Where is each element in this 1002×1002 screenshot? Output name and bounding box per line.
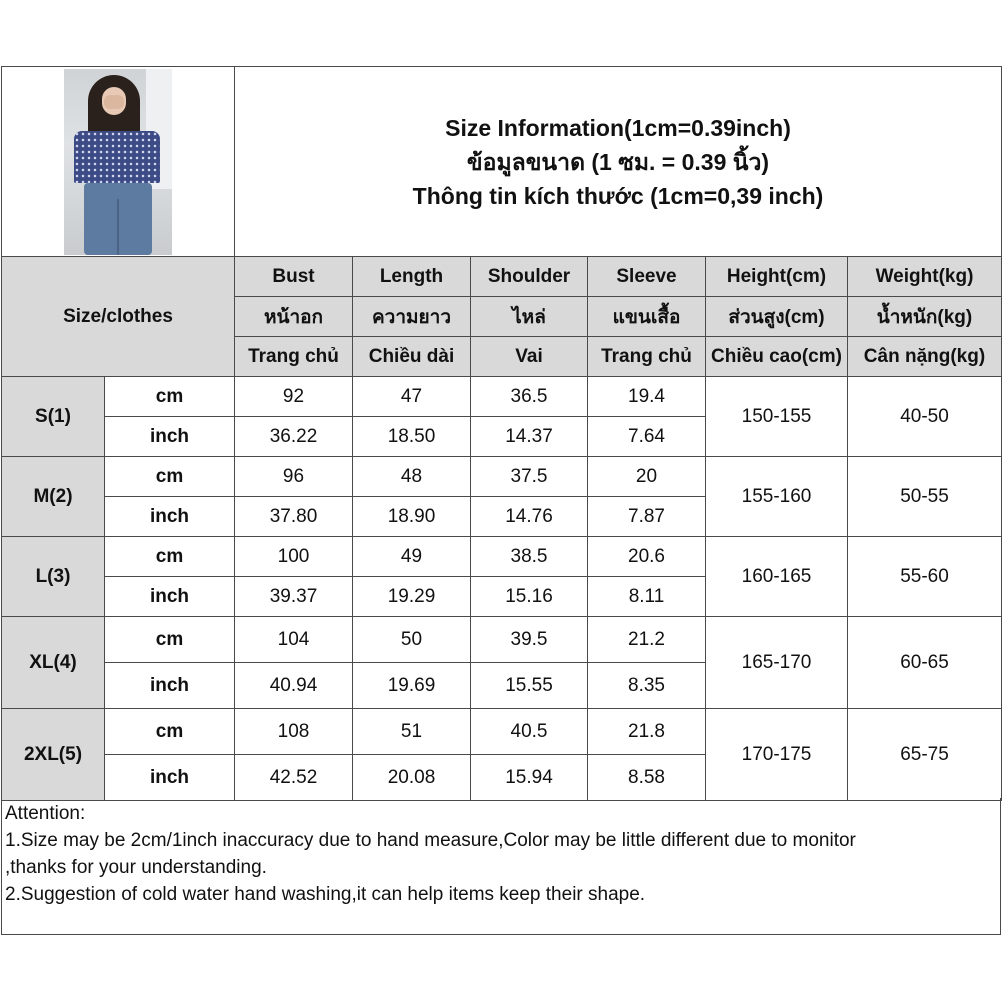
bust-value: 104 bbox=[235, 617, 353, 663]
sleeve-value: 21.2 bbox=[588, 617, 706, 663]
header-bust-th: หน้าอก bbox=[235, 297, 353, 337]
header-sleeve-vi: Trang chủ bbox=[588, 337, 706, 377]
length-value: 19.29 bbox=[353, 577, 471, 617]
header-height-vi: Chiều cao(cm) bbox=[706, 337, 848, 377]
weight-value: 50-55 bbox=[848, 457, 1002, 537]
shoulder-value: 15.16 bbox=[471, 577, 588, 617]
unit-label: inch bbox=[105, 663, 235, 709]
sleeve-value: 7.64 bbox=[588, 417, 706, 457]
length-value: 51 bbox=[353, 709, 471, 755]
length-value: 18.90 bbox=[353, 497, 471, 537]
length-value: 48 bbox=[353, 457, 471, 497]
sleeve-value: 8.35 bbox=[588, 663, 706, 709]
unit-label: cm bbox=[105, 457, 235, 497]
height-value: 165-170 bbox=[706, 617, 848, 709]
bust-value: 40.94 bbox=[235, 663, 353, 709]
title-thai: ข้อมูลขนาด (1 ซม. = 0.39 นิ้ว) bbox=[466, 148, 770, 175]
table-row bbox=[2, 709, 1002, 755]
header-sleeve-en: Sleeve bbox=[588, 257, 706, 297]
shoulder-value: 14.76 bbox=[471, 497, 588, 537]
bust-value: 37.80 bbox=[235, 497, 353, 537]
size-label: L(3) bbox=[2, 537, 105, 617]
shoulder-value: 40.5 bbox=[471, 709, 588, 755]
weight-value: 65-75 bbox=[848, 709, 1002, 801]
length-value: 20.08 bbox=[353, 755, 471, 801]
header-shoulder-en: Shoulder bbox=[471, 257, 588, 297]
size-label: S(1) bbox=[2, 377, 105, 457]
header-length-th: ความยาว bbox=[353, 297, 471, 337]
attention-note-1: 1.Size may be 2cm/1inch inaccuracy due to hand measure,Color may be little different due to monitor bbox=[5, 830, 856, 851]
length-value: 19.69 bbox=[353, 663, 471, 709]
unit-label: inch bbox=[105, 577, 235, 617]
header-weight-en: Weight(kg) bbox=[848, 257, 1002, 297]
bust-value: 36.22 bbox=[235, 417, 353, 457]
bust-value: 92 bbox=[235, 377, 353, 417]
sleeve-value: 21.8 bbox=[588, 709, 706, 755]
header-weight-th: น้ำหนัก(kg) bbox=[848, 297, 1002, 337]
table-row bbox=[2, 457, 1002, 497]
unit-label: cm bbox=[105, 377, 235, 417]
bust-value: 96 bbox=[235, 457, 353, 497]
size-clothes-label: Size/clothes bbox=[2, 257, 235, 377]
sleeve-value: 8.58 bbox=[588, 755, 706, 801]
size-chart bbox=[1, 66, 1001, 801]
length-value: 50 bbox=[353, 617, 471, 663]
length-value: 47 bbox=[353, 377, 471, 417]
header-length-en: Length bbox=[353, 257, 471, 297]
shoulder-value: 39.5 bbox=[471, 617, 588, 663]
header-bust-en: Bust bbox=[235, 257, 353, 297]
height-value: 160-165 bbox=[706, 537, 848, 617]
shoulder-value: 37.5 bbox=[471, 457, 588, 497]
shoulder-value: 36.5 bbox=[471, 377, 588, 417]
bust-value: 42.52 bbox=[235, 755, 353, 801]
height-value: 150-155 bbox=[706, 377, 848, 457]
header-sleeve-th: แขนเสื้อ bbox=[588, 297, 706, 337]
shoulder-value: 15.55 bbox=[471, 663, 588, 709]
unit-label: cm bbox=[105, 617, 235, 663]
bust-value: 108 bbox=[235, 709, 353, 755]
size-table bbox=[1, 66, 1002, 801]
header-shoulder-th: ไหล่ bbox=[471, 297, 588, 337]
product-photo-icon bbox=[64, 69, 172, 255]
height-value: 170-175 bbox=[706, 709, 848, 801]
attention-notes bbox=[1, 798, 1001, 935]
length-value: 18.50 bbox=[353, 417, 471, 457]
title-vietnamese: Thông tin kích thước (1cm=0,39 inch) bbox=[412, 182, 824, 209]
attention-heading: Attention: bbox=[5, 803, 86, 824]
header-shoulder-vi: Vai bbox=[471, 337, 588, 377]
weight-value: 40-50 bbox=[848, 377, 1002, 457]
sleeve-value: 8.11 bbox=[588, 577, 706, 617]
unit-label: inch bbox=[105, 755, 235, 801]
weight-value: 55-60 bbox=[848, 537, 1002, 617]
unit-label: inch bbox=[105, 497, 235, 537]
product-photo-cell bbox=[2, 67, 235, 257]
weight-value: 60-65 bbox=[848, 617, 1002, 709]
header-weight-vi: Cân nặng(kg) bbox=[848, 337, 1002, 377]
attention-note-1-cont: ,thanks for your understanding. bbox=[5, 857, 267, 878]
sleeve-value: 7.87 bbox=[588, 497, 706, 537]
height-value: 155-160 bbox=[706, 457, 848, 537]
size-label: XL(4) bbox=[2, 617, 105, 709]
header-height-en: Height(cm) bbox=[706, 257, 848, 297]
title-block bbox=[235, 67, 1002, 257]
unit-label: inch bbox=[105, 417, 235, 457]
size-label: M(2) bbox=[2, 457, 105, 537]
table-row bbox=[2, 377, 1002, 417]
header-height-th: ส่วนสูง(cm) bbox=[706, 297, 848, 337]
shoulder-value: 14.37 bbox=[471, 417, 588, 457]
unit-label: cm bbox=[105, 709, 235, 755]
unit-label: cm bbox=[105, 537, 235, 577]
size-label: 2XL(5) bbox=[2, 709, 105, 801]
title-english: Size Information(1cm=0.39inch) bbox=[445, 114, 791, 141]
sleeve-value: 20 bbox=[588, 457, 706, 497]
length-value: 49 bbox=[353, 537, 471, 577]
sleeve-value: 19.4 bbox=[588, 377, 706, 417]
bust-value: 39.37 bbox=[235, 577, 353, 617]
bust-value: 100 bbox=[235, 537, 353, 577]
sleeve-value: 20.6 bbox=[588, 537, 706, 577]
table-row bbox=[2, 617, 1002, 663]
shoulder-value: 15.94 bbox=[471, 755, 588, 801]
header-bust-vi: Trang chủ bbox=[235, 337, 353, 377]
shoulder-value: 38.5 bbox=[471, 537, 588, 577]
attention-note-2: 2.Suggestion of cold water hand washing,it can help items keep their shape. bbox=[5, 884, 646, 905]
header-length-vi: Chiều dài bbox=[353, 337, 471, 377]
table-row bbox=[2, 537, 1002, 577]
